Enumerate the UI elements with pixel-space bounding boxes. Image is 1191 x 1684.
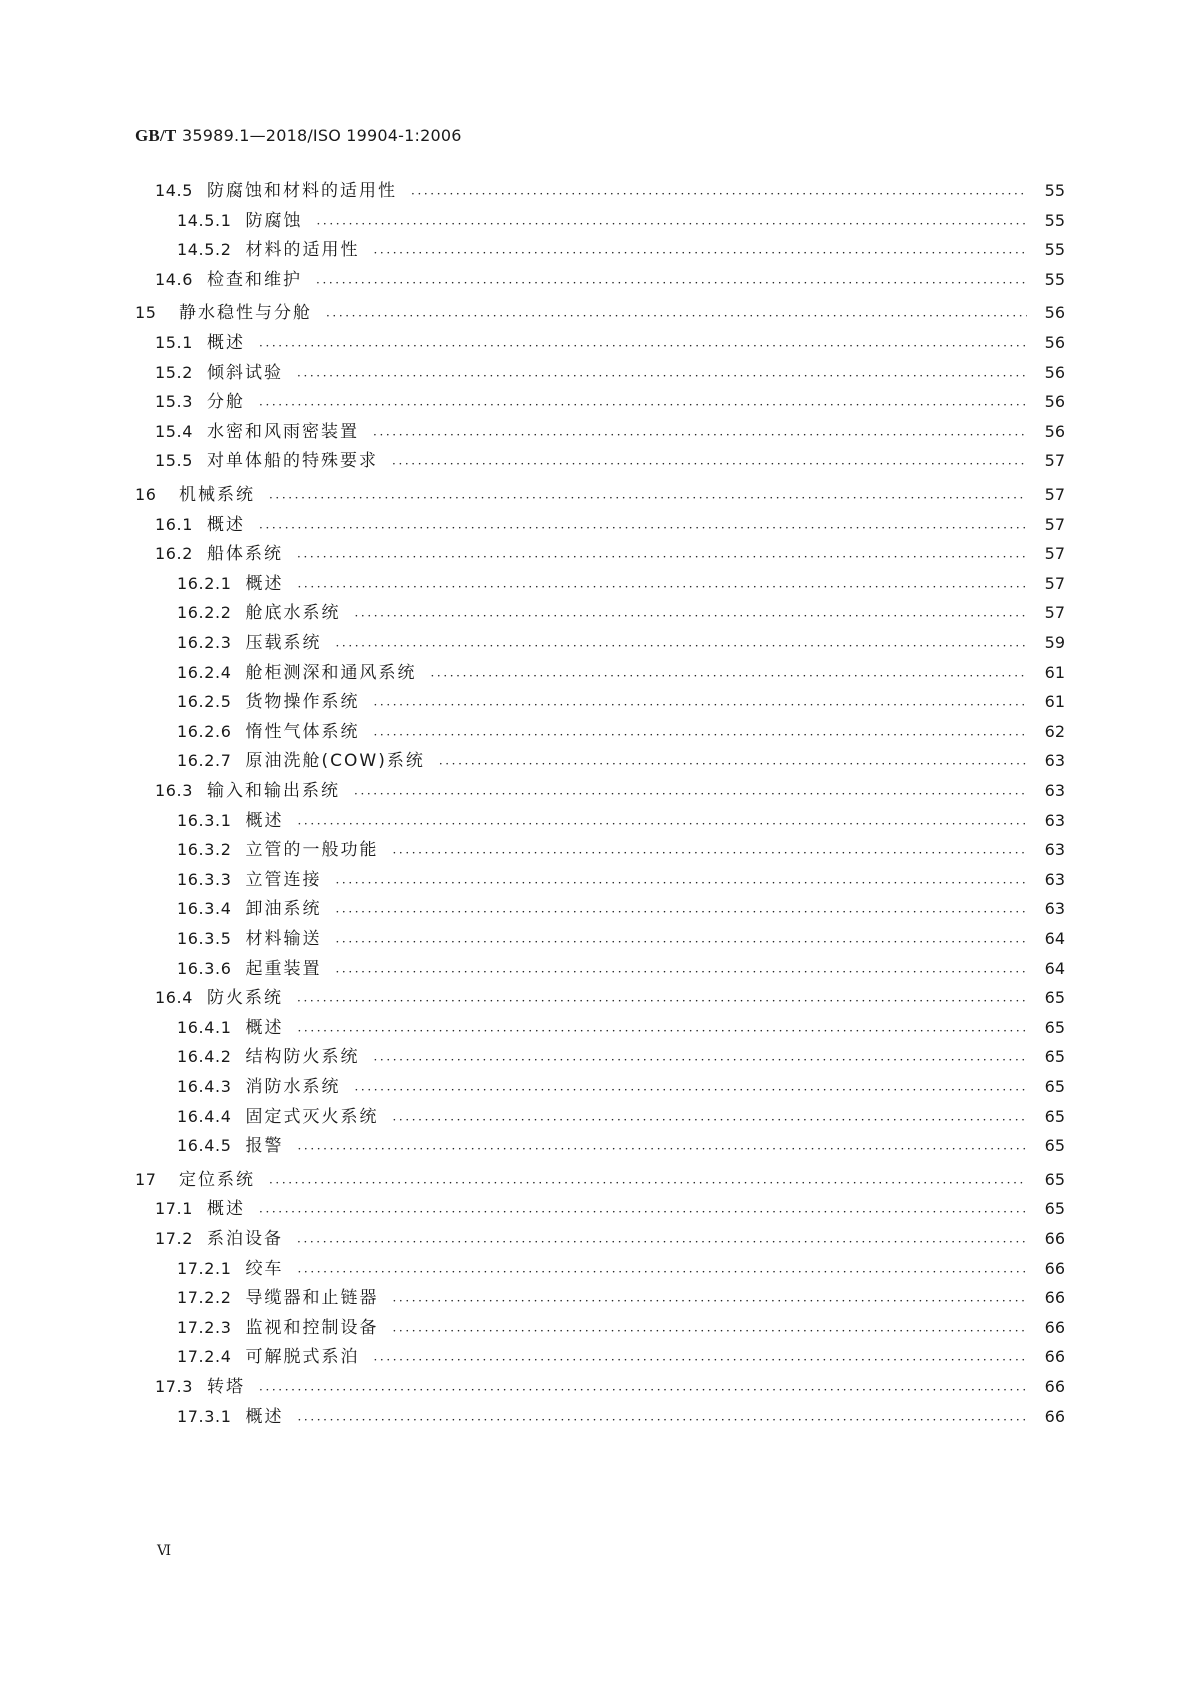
toc-page-number: 56 [1044, 392, 1065, 412]
toc-dot-leader [336, 957, 1028, 987]
toc-title: 报警 [245, 1136, 284, 1157]
toc-dot-leader [373, 420, 1027, 450]
toc-page-number: 65 [1044, 1106, 1065, 1126]
toc-number: 16.2 [155, 544, 194, 564]
toc-entry[interactable] [177, 569, 1065, 599]
toc-entry[interactable] [177, 598, 1065, 628]
toc-title: 防火系统 [207, 988, 284, 1009]
toc-title: 静水稳性与分舱 [179, 303, 312, 324]
toc-entry[interactable] [155, 510, 1065, 540]
toc-number: 16.4.2 [177, 1047, 232, 1067]
toc-title: 船体系统 [207, 544, 284, 565]
toc-number: 16.3 [155, 781, 194, 800]
toc-title: 卸油系统 [245, 899, 322, 920]
toc-number: 15.1 [155, 333, 194, 352]
toc-dot-leader [298, 1405, 1028, 1435]
toc-number: 17.2 [155, 1229, 194, 1248]
toc-page-number: 63 [1044, 869, 1065, 889]
toc-title: 材料的适用性 [245, 240, 360, 261]
toc-title: 分舱 [207, 392, 246, 413]
toc-page-number: 57 [1044, 573, 1065, 593]
toc-title: 概述 [245, 1406, 284, 1427]
toc-title: 概述 [207, 1199, 246, 1220]
toc-title: 立管的一般功能 [245, 840, 379, 861]
toc-entry[interactable] [155, 417, 1065, 447]
toc-title: 定位系统 [179, 1169, 255, 1190]
toc-dot-leader [336, 868, 1028, 898]
toc-dot-leader [298, 809, 1028, 839]
toc-entry[interactable] [177, 746, 1065, 776]
toc-number: 15 [135, 303, 157, 323]
toc-entry[interactable] [155, 1372, 1065, 1402]
toc-page-number: 57 [1044, 485, 1065, 504]
toc-page-number: 63 [1044, 751, 1065, 771]
toc-page-number: 65 [1044, 1077, 1065, 1096]
toc-page-number: 59 [1044, 633, 1065, 652]
toc-entry[interactable] [177, 1042, 1065, 1072]
toc-number: 17.2.4 [177, 1347, 232, 1367]
toc-dot-leader [374, 720, 1028, 750]
toc-number: 17.2.1 [177, 1258, 232, 1278]
toc-page-number: 56 [1044, 303, 1065, 323]
toc-number: 16.3.4 [177, 899, 232, 919]
toc-page-number: 66 [1044, 1377, 1065, 1396]
toc-number: 16.3.6 [177, 958, 232, 978]
toc-title: 概述 [245, 810, 284, 831]
toc-dot-leader [259, 513, 1027, 543]
toc-entry[interactable] [177, 1313, 1065, 1343]
toc-number: 14.5.1 [177, 210, 232, 230]
toc-number: 14.5 [155, 181, 194, 200]
toc-dot-leader [411, 179, 1027, 209]
toc-title: 概述 [245, 573, 284, 594]
toc-dot-leader [297, 542, 1027, 572]
toc-title: 立管连接 [245, 869, 322, 890]
toc-page-number: 66 [1044, 1406, 1065, 1426]
toc-entry[interactable] [155, 1224, 1065, 1254]
toc-entry[interactable] [177, 894, 1065, 924]
toc-title: 固定式灭火系统 [245, 1106, 379, 1127]
toc-number: 16.4.5 [177, 1136, 232, 1156]
toc-page-number: 63 [1044, 840, 1065, 860]
toc-dot-leader [316, 268, 1027, 298]
toc-page-number: 65 [1044, 1199, 1065, 1219]
toc-number: 14.5.2 [177, 240, 232, 260]
toc-entry[interactable] [177, 1283, 1065, 1313]
toc-page-number: 55 [1044, 269, 1065, 289]
toc-title: 舱底水系统 [245, 603, 341, 624]
toc-number: 16.4.4 [177, 1106, 232, 1126]
toc-entry[interactable] [135, 480, 1065, 510]
toc-title: 舱柜测深和通风系统 [245, 662, 417, 683]
toc-page-number: 61 [1044, 662, 1065, 682]
document-header [135, 126, 462, 146]
toc-title: 可解脱式系泊 [245, 1347, 360, 1368]
toc-page-number: 57 [1044, 514, 1065, 534]
toc-page-number: 63 [1044, 810, 1065, 830]
toc-dot-leader [297, 1227, 1027, 1257]
toc-dot-leader [374, 1045, 1028, 1075]
toc-number: 16.3.5 [177, 929, 232, 948]
toc-number: 17 [135, 1169, 157, 1189]
toc-page-number: 66 [1044, 1347, 1065, 1367]
toc-number: 16.2.5 [177, 692, 232, 712]
toc-page-number: 64 [1044, 929, 1065, 948]
toc-number: 16.2.6 [177, 721, 232, 741]
toc-page-number: 65 [1044, 1169, 1065, 1189]
toc-dot-leader [317, 209, 1028, 239]
toc-title: 概述 [207, 514, 246, 535]
toc-title: 倾斜试验 [207, 362, 284, 383]
toc-page-number: 62 [1044, 721, 1065, 741]
toc-page-number: 66 [1044, 1288, 1065, 1308]
toc-number: 16.4 [155, 988, 194, 1008]
toc-dot-leader [297, 986, 1027, 1016]
toc-dot-leader [393, 1286, 1028, 1316]
toc-page-number: 61 [1044, 692, 1065, 712]
toc-page-number: 66 [1044, 1258, 1065, 1278]
toc-page-number: 57 [1044, 603, 1065, 623]
toc-entry[interactable] [155, 176, 1065, 206]
toc-number: 15.5 [155, 451, 194, 471]
toc-entry[interactable] [177, 206, 1065, 236]
toc-entry[interactable] [155, 1194, 1065, 1224]
toc-title: 防腐蚀 [245, 210, 303, 231]
toc-dot-leader [259, 390, 1027, 420]
toc-entry[interactable] [177, 628, 1065, 658]
toc-entry[interactable] [155, 358, 1065, 388]
toc-dot-leader [439, 749, 1027, 779]
toc-page-number: 66 [1044, 1317, 1065, 1337]
toc-dot-leader [298, 1016, 1028, 1046]
toc-entry[interactable] [177, 658, 1065, 688]
toc-number: 16.3.3 [177, 869, 232, 889]
toc-dot-leader [336, 927, 1028, 957]
toc-dot-leader [336, 897, 1028, 927]
toc-title: 检查和维护 [207, 269, 303, 290]
toc-title: 机械系统 [179, 485, 255, 505]
toc-page-number: 66 [1044, 1229, 1065, 1248]
toc-title: 原油洗舱(COW)系统 [245, 751, 425, 772]
toc-number: 16.2.3 [177, 633, 232, 652]
toc-entry[interactable] [177, 1102, 1065, 1132]
toc-number: 17.2.2 [177, 1288, 232, 1308]
toc-title: 压载系统 [245, 633, 322, 653]
toc-dot-leader [298, 1257, 1028, 1287]
toc-title: 绞车 [245, 1258, 284, 1279]
toc-entry[interactable] [155, 539, 1065, 569]
toc-title: 导缆器和止链器 [245, 1288, 379, 1309]
toc-page-number: 57 [1044, 544, 1065, 564]
toc-dot-leader [374, 238, 1028, 268]
toc-number: 16.4.1 [177, 1017, 232, 1037]
toc-title: 监视和控制设备 [245, 1317, 379, 1338]
toc-title: 材料输送 [245, 929, 322, 949]
toc-page-number: 57 [1044, 451, 1065, 471]
toc-page-number: 63 [1044, 899, 1065, 919]
toc-number: 17.2.3 [177, 1317, 232, 1337]
toc-dot-leader [374, 690, 1028, 720]
toc-dot-leader [431, 661, 1028, 691]
toc-entry[interactable] [177, 924, 1065, 954]
toc-entry[interactable] [177, 717, 1065, 747]
toc-entry[interactable] [177, 1402, 1065, 1432]
toc-dot-leader [298, 572, 1028, 602]
toc-entry[interactable] [177, 954, 1065, 984]
toc-dot-leader [259, 1197, 1027, 1227]
toc-page-number: 55 [1044, 240, 1065, 260]
toc-page-number: 65 [1044, 988, 1065, 1008]
toc-dot-leader [259, 331, 1027, 361]
toc-entry[interactable] [177, 1342, 1065, 1372]
toc-dot-leader [393, 1105, 1028, 1135]
toc-dot-leader [297, 361, 1027, 391]
toc-number: 16.3.1 [177, 810, 232, 830]
toc-number: 16.2.2 [177, 603, 232, 623]
toc-number: 15.4 [155, 421, 194, 441]
toc-entry[interactable] [177, 1013, 1065, 1043]
toc-page-number: 55 [1044, 210, 1065, 230]
toc-page-number: 65 [1044, 1047, 1065, 1067]
toc-page-number: 55 [1044, 181, 1065, 200]
toc-page-number: 64 [1044, 958, 1065, 978]
toc-number: 16.2.1 [177, 573, 232, 593]
toc-dot-leader [326, 301, 1027, 331]
toc-number: 16.2.7 [177, 751, 232, 771]
toc-number: 16.4.3 [177, 1077, 232, 1096]
toc-entry[interactable] [177, 1072, 1065, 1102]
toc-dot-leader [269, 483, 1027, 513]
toc-entry[interactable] [135, 298, 1065, 328]
toc-dot-leader [393, 1316, 1028, 1346]
toc-page-number: 56 [1044, 421, 1065, 441]
toc-page-number: 65 [1044, 1017, 1065, 1037]
toc-dot-leader [374, 1345, 1028, 1375]
toc-entry[interactable] [155, 265, 1065, 295]
toc-page-number: 63 [1044, 781, 1065, 800]
toc-entry[interactable] [177, 835, 1065, 865]
toc-dot-leader [393, 838, 1028, 868]
toc-entry[interactable] [177, 687, 1065, 717]
toc-dot-leader [354, 779, 1027, 809]
toc-entry[interactable] [155, 387, 1065, 417]
toc-number: 15.3 [155, 392, 194, 412]
toc-title: 消防水系统 [245, 1077, 341, 1097]
toc-number: 17.1 [155, 1199, 194, 1219]
toc-number: 16.2.4 [177, 662, 232, 682]
toc-entry[interactable] [135, 1165, 1065, 1195]
toc-entry[interactable] [155, 446, 1065, 476]
toc-number: 16.1 [155, 514, 194, 534]
toc-number: 16.3.2 [177, 840, 232, 860]
toc-dot-leader [259, 1375, 1027, 1405]
toc-dot-leader [392, 449, 1027, 479]
toc-entry[interactable] [177, 806, 1065, 836]
toc-title: 对单体船的特殊要求 [207, 451, 379, 472]
toc-page-number: 56 [1044, 333, 1065, 352]
toc-title: 概述 [245, 1017, 284, 1038]
toc-title: 系泊设备 [207, 1229, 284, 1249]
toc-number: 15.2 [155, 362, 194, 382]
toc-title: 防腐蚀和材料的适用性 [207, 181, 398, 201]
toc-page-number: 56 [1044, 362, 1065, 382]
page-number: Ⅵ [157, 1543, 171, 1559]
toc-title: 转塔 [207, 1377, 246, 1397]
standard-prefix: GB/T [135, 126, 177, 145]
toc-number: 17.3.1 [177, 1406, 232, 1426]
toc-dot-leader [269, 1168, 1027, 1198]
toc-number: 17.3 [155, 1377, 194, 1396]
toc-number: 16 [135, 485, 157, 504]
toc-dot-leader [355, 1075, 1028, 1105]
toc-entry[interactable] [177, 1254, 1065, 1284]
toc-entry[interactable] [155, 328, 1065, 358]
toc-entry[interactable] [177, 865, 1065, 895]
toc-number: 14.6 [155, 269, 194, 289]
standard-number: 35989.1—2018/ISO 19904-1:2006 [182, 126, 462, 145]
toc-dot-leader [355, 601, 1028, 631]
toc-entry[interactable] [177, 1131, 1065, 1161]
toc-entry[interactable] [155, 776, 1065, 806]
toc-title: 惰性气体系统 [245, 721, 360, 742]
toc-title: 输入和输出系统 [207, 781, 341, 801]
toc-title: 起重装置 [245, 958, 322, 979]
toc-entry[interactable] [177, 235, 1065, 265]
toc-dot-leader [336, 631, 1028, 661]
toc-title: 概述 [207, 333, 246, 353]
toc-dot-leader [298, 1134, 1028, 1164]
toc-title: 结构防火系统 [245, 1047, 360, 1068]
toc-title: 货物操作系统 [245, 692, 360, 713]
toc-page-number: 65 [1044, 1136, 1065, 1156]
toc-title: 水密和风雨密装置 [207, 421, 360, 442]
toc-entry[interactable] [155, 983, 1065, 1013]
